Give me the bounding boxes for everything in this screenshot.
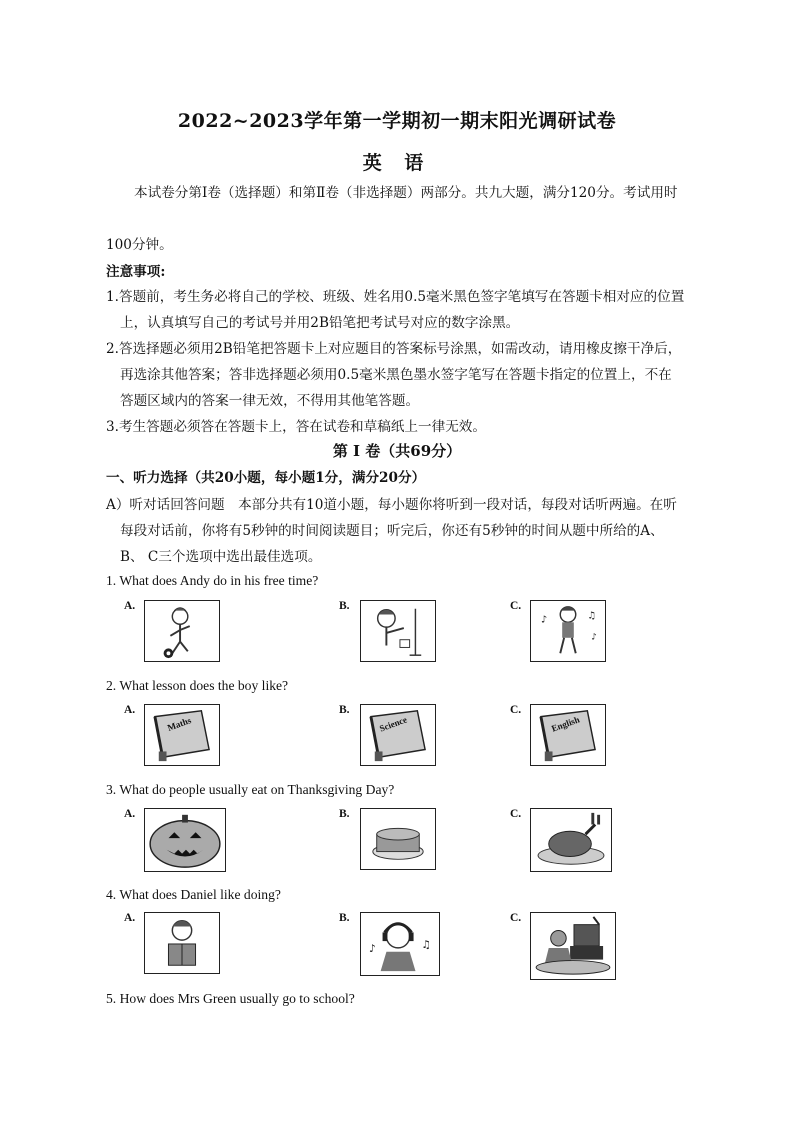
pumpkin-lantern-icon[interactable] [144, 808, 226, 872]
listening-instructions [106, 492, 696, 570]
q2-option-c-label: C. [510, 704, 522, 716]
question-3: 3. What do people usually eat on Thanksgiving Day? [106, 782, 395, 797]
question-1: 1. What does Andy do in his free time? [106, 573, 319, 588]
note-item-1-line-a: 1.答题前，考生务必将自己的学校、班级、姓名用0.5毫米黑色签字笔填写在答题卡相对应的位置 [106, 289, 685, 305]
svg-text:♫: ♫ [421, 937, 431, 951]
note-item-2 [106, 336, 696, 414]
note-item-1-line-b: 上，认真填写自己的考试号并用2B铅笔把考试号对应的数字涂黑。 [120, 315, 520, 331]
note-item-3: 3.考生答题必须答在答题卡上，答在试卷和草稿纸上一律无效。 [106, 419, 486, 435]
exam-title: 2022~2023学年第一学期初一期末阳光调研试卷 [177, 110, 617, 132]
instruction-line-b: 每段对话前，你将有5秒钟的时间阅读题目；听完后，你还有5秒钟的时间从题中所给的A、 [120, 523, 664, 539]
boy-singing-icon[interactable] [530, 600, 606, 662]
subject-title: 英 语 [362, 152, 432, 174]
english-book-label: English [550, 714, 581, 734]
q2-option-b-label: B. [339, 704, 350, 716]
cake-icon[interactable] [360, 808, 436, 870]
note-item-2-line-b: 再选涂其他答案；答非选择题必须用0.5毫米黑色墨水签字笔写在答题卡指定的位置上，不在 [120, 367, 672, 383]
svg-text:♪: ♪ [591, 632, 597, 643]
q3-option-a-label: A. [124, 808, 136, 820]
instruction-line-a: A）听对话回答问题 本部分共有10道小题，每小题你将听到一段对话，每段对话听两遍。在听 [106, 497, 677, 513]
q3-option-b-label: B. [339, 808, 350, 820]
q4-option-b-label: B. [339, 912, 350, 924]
question-5: 5. How does Mrs Green usually go to school? [106, 991, 355, 1006]
science-book-icon[interactable] [360, 704, 436, 766]
q3-option-c-label: C. [510, 808, 522, 820]
boy-reading-icon[interactable] [144, 912, 220, 974]
q1-option-a-label: A. [124, 600, 136, 612]
notes-heading: 注意事项: [106, 264, 166, 280]
science-book-label: Science [378, 714, 409, 734]
question-2: 2. What lesson does the boy like? [106, 678, 289, 693]
maths-book-icon[interactable] [144, 704, 220, 766]
boy-listening-music-icon[interactable] [360, 912, 440, 976]
question-4: 4. What does Daniel like doing? [106, 887, 281, 902]
note-item-1 [106, 284, 696, 336]
english-book-icon[interactable] [530, 704, 606, 766]
boy-using-computer-icon[interactable] [530, 912, 616, 980]
boy-drawing-icon[interactable] [360, 600, 436, 662]
svg-text:♫: ♫ [587, 610, 597, 622]
instruction-line-c: B、 C三个选项中选出最佳选项。 [120, 549, 322, 565]
svg-text:♪: ♪ [369, 941, 376, 955]
boy-playing-football-icon[interactable] [144, 600, 220, 662]
roast-turkey-icon[interactable] [530, 808, 612, 872]
q1-option-b-label: B. [339, 600, 350, 612]
section-heading: 第 I 卷（共69分） [332, 442, 462, 460]
q4-option-a-label: A. [124, 912, 136, 924]
intro-line-1: 本试卷分第Ⅰ卷（选择题）和第Ⅱ卷（非选择题）两部分。共九大题，满分120分。考试用时 [134, 185, 678, 201]
maths-book-label: Maths [166, 715, 193, 733]
q1-option-c-label: C. [510, 600, 522, 612]
note-item-2-line-c: 答题区域内的答案一律无效，不得用其他笔答题。 [120, 393, 420, 409]
q4-option-c-label: C. [510, 912, 522, 924]
intro-line-2: 100分钟。 [106, 237, 173, 253]
q2-option-a-label: A. [124, 704, 136, 716]
note-item-2-line-a: 2.答选择题必须用2B铅笔把答题卡上对应题目的答案标号涂黑，如需改动，请用橡皮擦干净后， [106, 341, 682, 357]
part-heading: 一、听力选择（共20小题，每小题1分，满分20分） [106, 470, 426, 486]
svg-text:♪: ♪ [540, 614, 548, 626]
